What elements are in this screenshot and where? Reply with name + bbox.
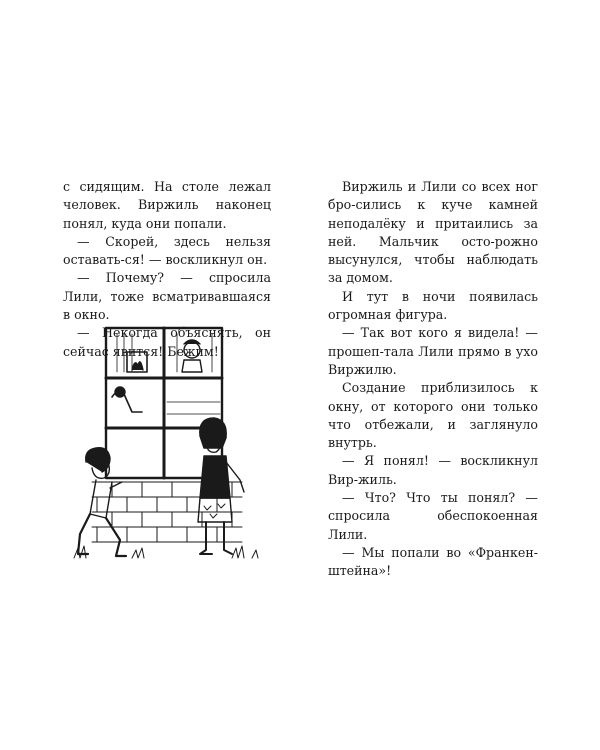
paragraph: с сидящим. На столе лежал человек. Виржиль наконец понял, куда они попали. [63, 179, 271, 231]
paragraph: — Так вот кого я видела! — прошеп-тала Лили прямо в ухо Виржилю. [328, 325, 538, 377]
paragraph: — Скорей, здесь нельзя оставать-ся! — воскликнул он. [63, 233, 271, 268]
right-text-column [328, 178, 538, 581]
paragraph: — Почему? — спросила Лили, тоже всматривавшаяся в окно. [63, 270, 271, 323]
grass [74, 546, 258, 558]
paragraph: Создание приблизилось к окну, от которого они только что отбежали, и заглянуло внутрь. [328, 380, 538, 451]
paragraph: — Некогда объяснять, он сейчас явится! Бежим! [63, 325, 271, 359]
paragraph: — Что? Что ты понял? — спросила обеспокоенная Лили. [328, 490, 538, 542]
paragraph: Виржиль и Лили со всех ног бро-сились к куче камней неподалёку и притаились за ней. Мальчик осто-рожно высунулся, чтобы наблюдать за домом. [328, 179, 538, 286]
paragraph: — Мы попали во «Франкен-штейна»! [328, 544, 538, 579]
paragraph: И тут в ночи появилась огромная фигура. [328, 288, 538, 323]
boy-and-girl-at-window-illustration [72, 322, 277, 562]
boy-figure [78, 448, 126, 556]
girl-figure [198, 418, 244, 554]
paragraph: — Я понял! — воскликнул Вир-жиль. [328, 453, 538, 487]
